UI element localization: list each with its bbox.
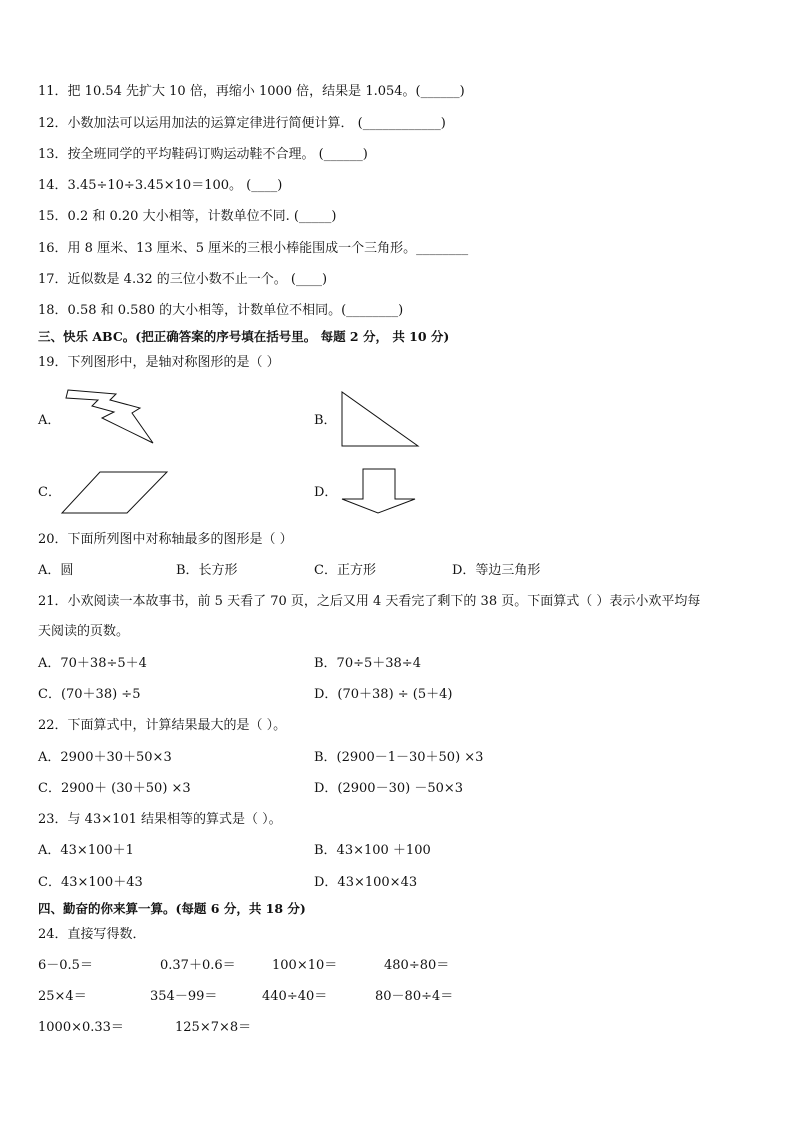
q23-option-a: A．43×100＋1 [38, 843, 134, 858]
question-21-stem-line2: 天阅读的页数。 [38, 624, 130, 639]
question-number: 17． [38, 272, 68, 287]
q20-option-a: A．圆 [38, 563, 74, 578]
arrow-down-shape [340, 467, 420, 515]
question-23-stem: 23．与 43×101 结果相等的算式是（ ）。 [38, 812, 282, 827]
question-21-stem-line1: 21．小欢阅读一本故事书，前 5 天看了 70 页，之后又用 4 天看完了剩下的 38 页。下面算式（ ）表示小欢平均每 [38, 594, 701, 609]
question-number: 14． [38, 178, 68, 193]
calc-item: 0.37＋0.6＝ [160, 958, 236, 973]
option-d-label: D． [314, 485, 338, 500]
question-number: 18． [38, 303, 68, 318]
calc-item: 440÷40＝ [262, 989, 328, 1004]
question-number: 16． [38, 241, 68, 256]
question-number: 13． [38, 147, 68, 162]
q23-option-d: D．43×100×43 [314, 875, 418, 890]
question-number: 11． [38, 84, 68, 99]
question-text: 0.58 和 0.580 的大小相等，计数单位不相同。(________) [67, 303, 404, 318]
question-text: 3.45÷10÷3.45×10＝100。 (____) [67, 178, 283, 193]
option-c-label: C． [38, 485, 61, 500]
parallelogram-shape [60, 470, 170, 515]
question-22-stem: 22．下面算式中，计算结果最大的是（ ）。 [38, 718, 287, 733]
calc-item: 354－99＝ [150, 989, 218, 1004]
q23-option-c: C．43×100＋43 [38, 875, 143, 890]
calc-item: 125×7×8＝ [175, 1020, 252, 1035]
calc-item: 100×10＝ [272, 958, 338, 973]
q22-option-a: A．2900＋30＋50×3 [38, 750, 172, 765]
q22-option-b: B．(2900－1－30＋50) ×3 [314, 750, 484, 765]
question-13 [38, 147, 368, 163]
q23-option-b: B．43×100 ＋100 [314, 843, 431, 858]
q21-option-b: B．70÷5＋38÷4 [314, 656, 421, 671]
question-text: 小数加法可以运用加法的运算定律进行简便计算． (____________) [67, 116, 446, 131]
question-11 [38, 84, 465, 100]
question-12 [38, 116, 446, 132]
q20-option-c: C．正方形 [314, 563, 376, 578]
question-24-stem: 24．直接写得数． [38, 927, 146, 942]
question-text: 近似数是 4.32 的三位小数不止一个。 (____) [67, 272, 328, 287]
question-17 [38, 272, 327, 288]
lightning-shape [62, 388, 157, 446]
calc-item: 80－80÷4＝ [375, 989, 454, 1004]
question-16 [38, 241, 468, 257]
q20-option-b: B．长方形 [176, 563, 238, 578]
calc-item: 6－0.5＝ [38, 958, 93, 973]
calc-item: 25×4＝ [38, 989, 87, 1004]
calc-item: 1000×0.33＝ [38, 1020, 124, 1035]
question-number: 12． [38, 116, 68, 131]
question-text: 按全班同学的平均鞋码订购运动鞋不合理。 (______) [67, 147, 368, 162]
question-text: 0.2 和 0.20 大小相等，计数单位不同. (_____) [67, 209, 337, 224]
question-15 [38, 209, 336, 225]
question-20-stem: 20．下面所列图中对称轴最多的图形是（ ） [38, 532, 293, 547]
question-number: 15． [38, 209, 68, 224]
option-b-label: B． [314, 413, 337, 428]
question-text: 用 8 厘米、13 厘米、5 厘米的三根小棒能围成一个三角形。________ [67, 241, 469, 256]
q22-option-c: C．2900＋ (30＋50) ×3 [38, 781, 191, 796]
question-text: 把 10.54 先扩大 10 倍，再缩小 1000 倍，结果是 1.054。(______) [67, 84, 465, 99]
q20-option-d: D．等边三角形 [452, 563, 541, 578]
q21-option-d: D．(70＋38) ÷ (5＋4) [314, 687, 453, 702]
question-19-stem: 19．下列图形中，是轴对称图形的是（ ） [38, 355, 280, 370]
q21-option-a: A．70＋38÷5＋4 [38, 656, 147, 671]
section-3-title: 三、快乐 ABC。(把正确答案的序号填在括号里。 每题 2 分， 共 10 分) [38, 329, 450, 344]
q21-option-c: C．(70＋38) ÷5 [38, 687, 141, 702]
calc-item: 480÷80＝ [384, 958, 450, 973]
question-18 [38, 303, 403, 319]
section-4-title: 四、勤奋的你来算一算。(每题 6 分，共 18 分) [38, 901, 306, 916]
option-a-label: A． [38, 413, 61, 428]
q22-option-d: D．(2900－30) －50×3 [314, 781, 464, 796]
right-triangle-shape [340, 390, 420, 448]
question-14 [38, 178, 282, 194]
